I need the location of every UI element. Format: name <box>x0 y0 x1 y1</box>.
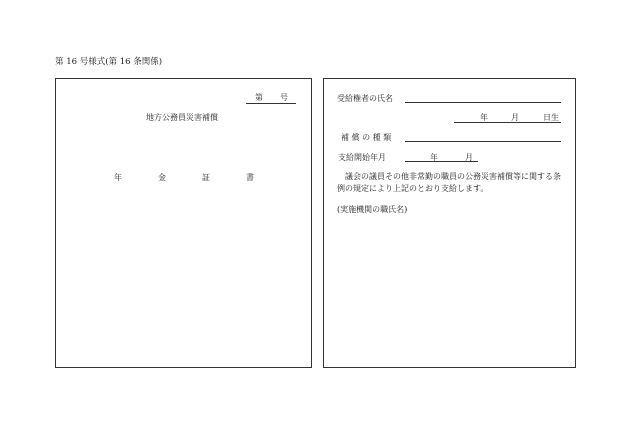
certificate-number-underline <box>246 103 296 104</box>
payment-start-line <box>405 161 478 162</box>
right-panel <box>323 78 576 368</box>
birth-year-label: 年 <box>480 113 488 122</box>
birth-day-label: 日生 <box>543 113 559 122</box>
birth-month-label: 月 <box>511 113 519 122</box>
left-panel <box>55 78 312 368</box>
certificate-title-char: 書 <box>246 173 254 182</box>
certificate-title-char: 金 <box>158 173 166 182</box>
form-title: 第 16 号様式(第 16 条関係) <box>55 57 163 67</box>
certificate-subtitle: 地方公務員災害補償 <box>146 113 218 122</box>
recipient-name-line <box>405 102 561 103</box>
recipient-name-label: 受給権者の氏名 <box>337 94 393 103</box>
compensation-type-line <box>405 141 561 142</box>
payment-start-month: 月 <box>465 153 473 162</box>
compensation-type-label: 補 償 の 種 類 <box>341 133 392 142</box>
implementing-agency-label: (実施機関の職氏名) <box>337 205 408 214</box>
payment-start-label: 支給開始年月 <box>338 153 386 162</box>
certificate-title-char: 年 <box>114 173 122 182</box>
birth-date-line <box>454 122 561 123</box>
payment-start-year: 年 <box>430 153 438 162</box>
certificate-number-dai: 第 <box>255 93 263 102</box>
certificate-title-char: 証 <box>202 173 210 182</box>
certificate-number-go: 号 <box>280 93 288 102</box>
payment-statement: 議会の議員その他非常勤の職員の公務災害補償等に関する条例の規定により上記のとおり支給します。 <box>337 172 561 193</box>
